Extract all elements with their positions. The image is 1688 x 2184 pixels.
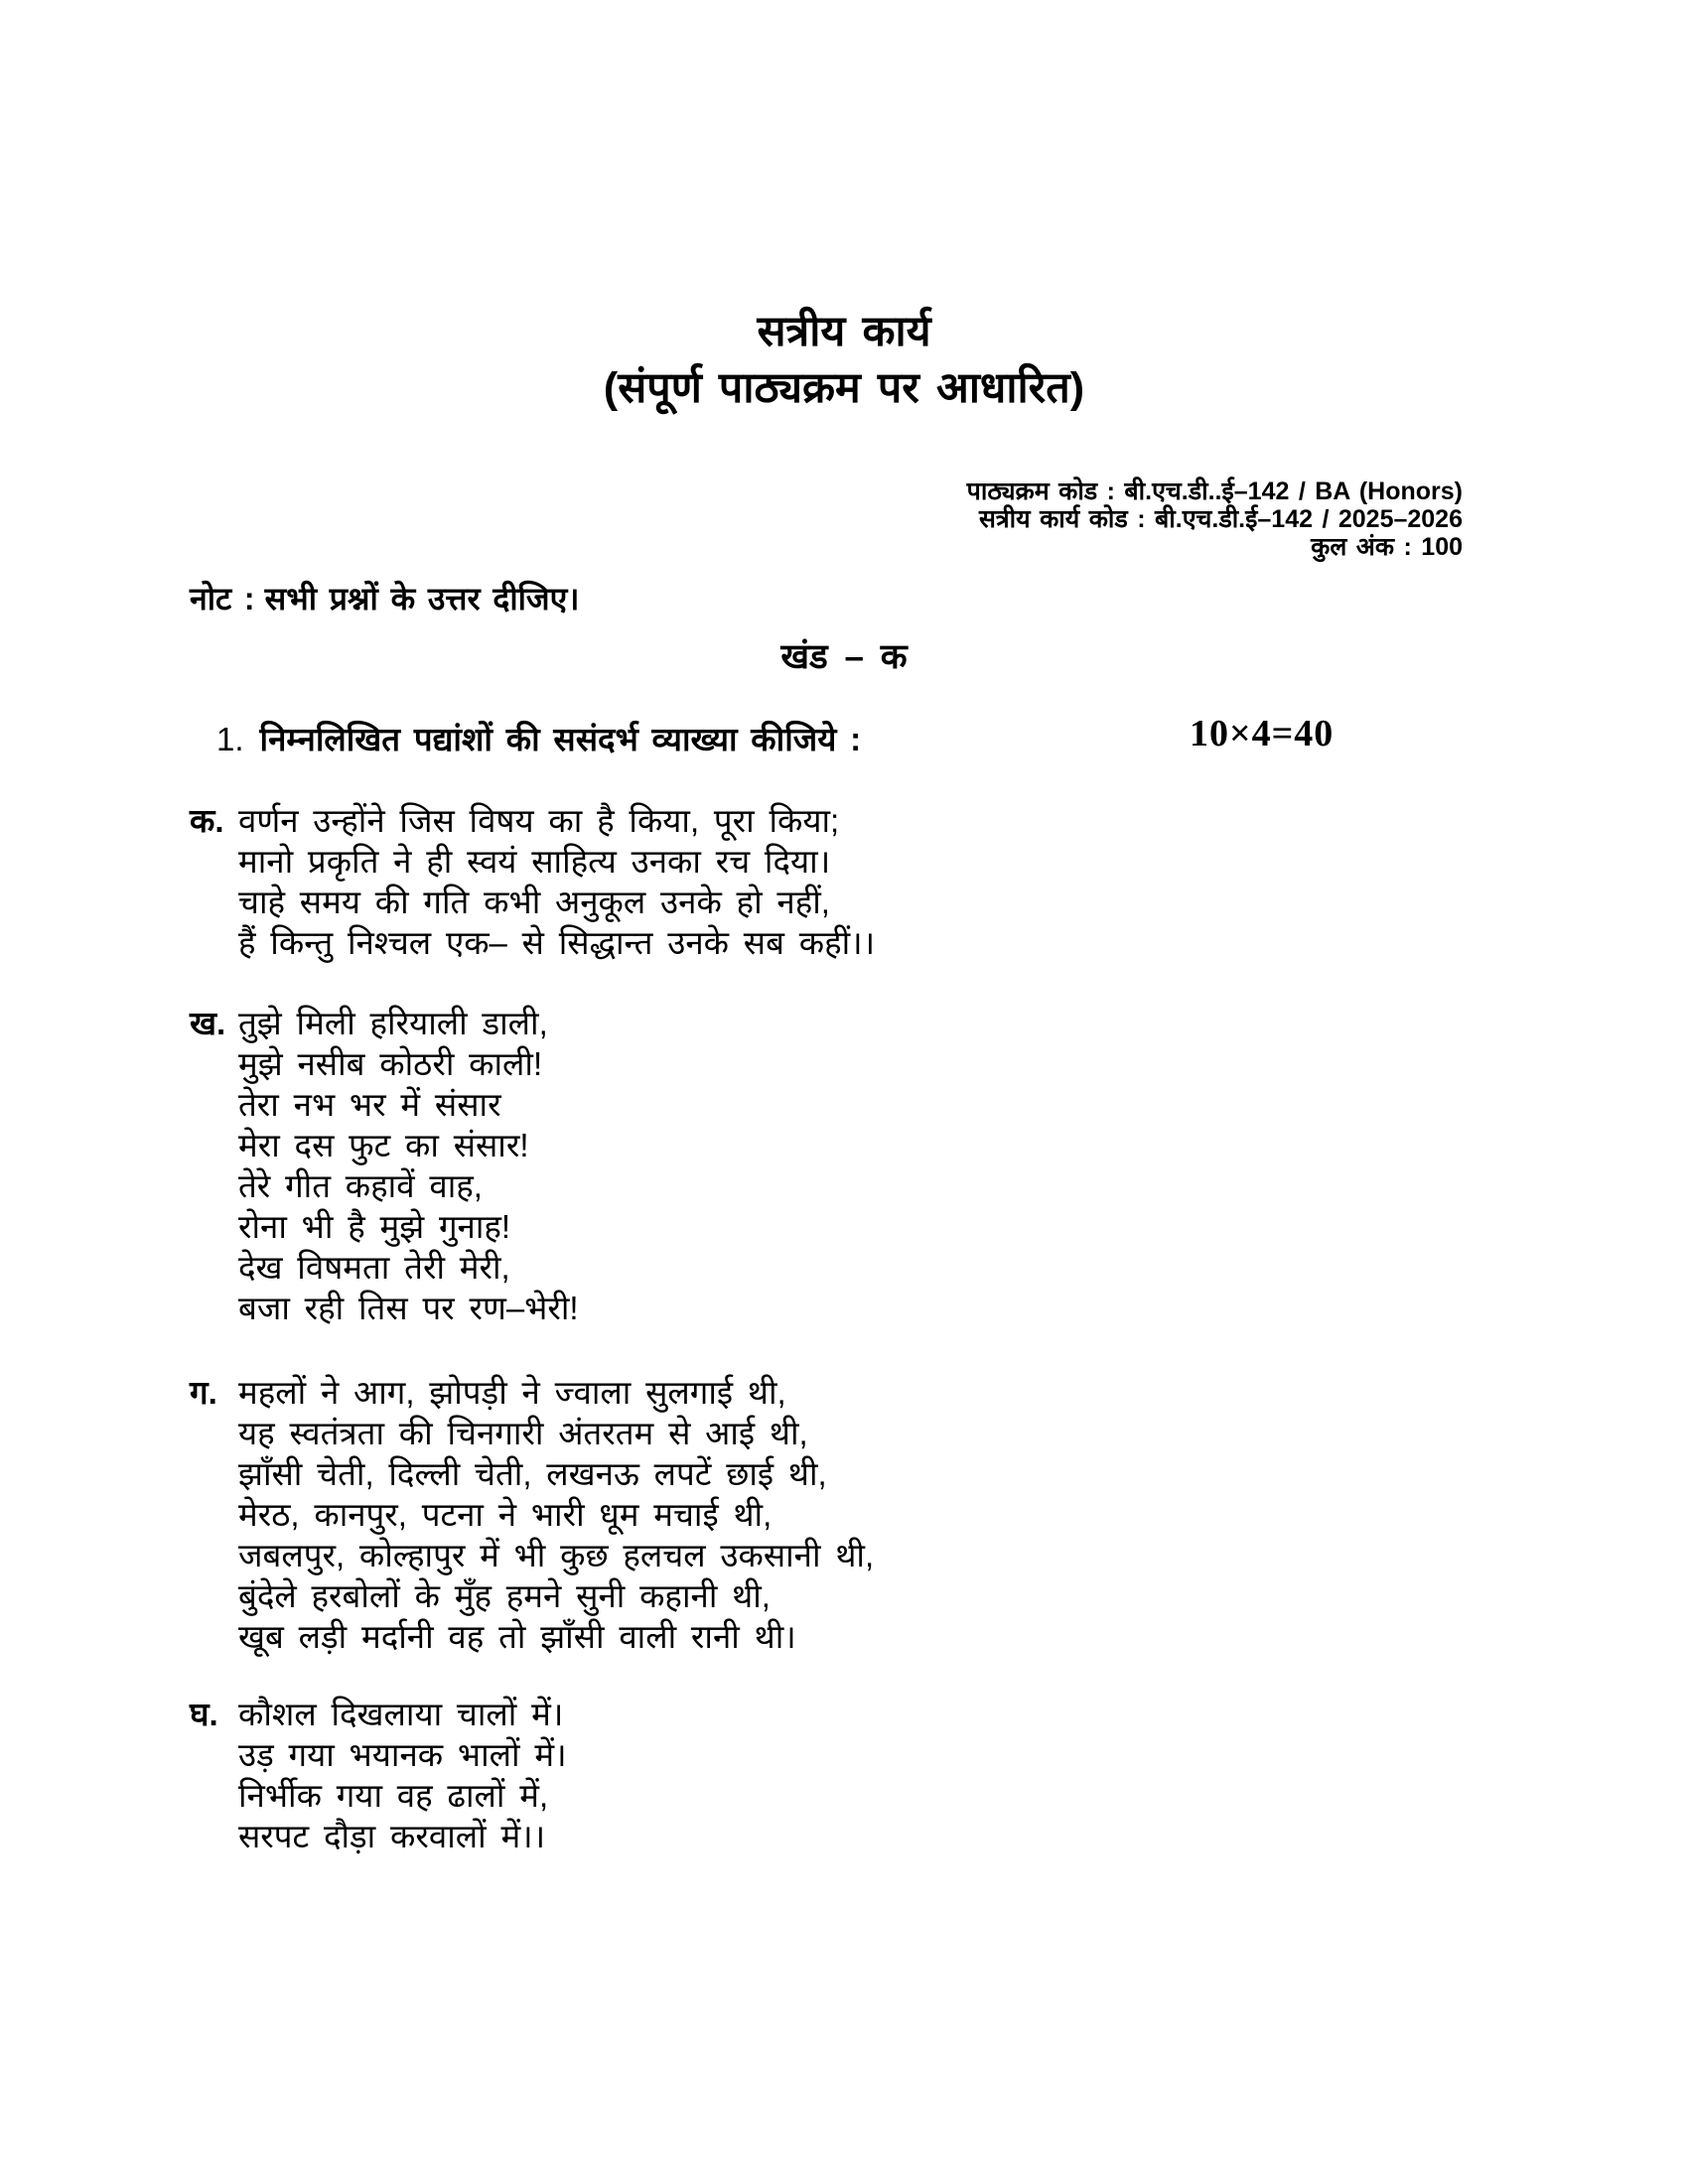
question-marks: 10×4=40: [1190, 713, 1335, 754]
verse-line: निर्भीक गया वह ढालों में,: [238, 1777, 549, 1814]
verse-line: मेरा दस फुट का संसार!: [238, 1127, 529, 1163]
verse-line: चाहे समय की गति कभी अनुकूल उनके हो नहीं,: [238, 884, 830, 920]
section-heading: खंड – क: [780, 637, 908, 676]
verse-line: उड़ गया भयानक भालों में।: [238, 1736, 567, 1773]
part-label: ग.: [190, 1374, 217, 1411]
verse-line: महलों ने आग, झोपड़ी ने ज्वाला सुलगाई थी,: [238, 1374, 786, 1411]
part-label: ख.: [190, 1005, 226, 1041]
verse-part-ga: [190, 1372, 874, 1657]
verse-part-gha: [190, 1694, 567, 1856]
verse-line: वर्णन उन्होंने जिस विषय का है किया, पूरा किया;: [238, 802, 840, 839]
note-text: सभी प्रश्नों के उत्तर दीजिए।: [264, 581, 580, 616]
paper-title: सत्रीय कार्य: [757, 308, 931, 355]
paper-header: [0, 304, 1688, 417]
verse-lines: [238, 1003, 579, 1328]
question-number: 1.: [216, 721, 244, 757]
verse-line: झाँसी चेती, दिल्ली चेती, लखनऊ लपटें छाई थी,: [238, 1455, 827, 1492]
verse-line: मेरठ, कानपुर, पटना ने भारी धूम मचाई थी,: [238, 1496, 773, 1533]
verse-line: तेरा नभ भर में संसार: [238, 1086, 501, 1123]
verse-line: रोना भी है मुझे गुनाह!: [238, 1208, 511, 1245]
verse-line: खूब लड़ी मर्दानी वह तो झाँसी वाली रानी थी।: [238, 1618, 796, 1655]
verse-line: देख विषमता तेरी मेरी,: [238, 1249, 510, 1286]
verse-line: तेरे गीत कहावें वाह,: [238, 1167, 483, 1204]
verse-lines: [238, 1372, 874, 1657]
part-label: क.: [190, 802, 224, 839]
question-text: निम्नलिखित पद्यांशों की ससंदर्भ व्याख्या कीजिये :: [259, 721, 862, 757]
verse-line: मानो प्रकृति ने ही स्वयं साहित्य उनका रच दिया।: [238, 843, 831, 880]
note: [190, 577, 580, 619]
verse-part-ka: [190, 800, 875, 963]
verse-line: कौशल दिखलाया चालों में।: [238, 1696, 564, 1732]
verse-lines: [238, 800, 875, 963]
verse-line: मुझे नसीब कोठरी काली!: [238, 1045, 543, 1082]
verse-line: यह स्वतंत्रता की चिनगारी अंतरतम से आई थी,: [238, 1415, 808, 1451]
assignment-code-line: सत्रीय कार्य कोड : बी.एच.डी.ई–142 / 2025–2026: [978, 505, 1463, 533]
verse-line: बुंदेले हरबोलों के मुँह हमने सुनी कहानी थी,: [238, 1577, 771, 1614]
verse-lines: [238, 1694, 567, 1856]
verse-line: तुझे मिली हरियाली डाली,: [238, 1005, 548, 1041]
paper-subtitle: (संपूर्ण पाठ्यक्रम पर आधारित): [603, 364, 1085, 412]
verse-line: बजा रही तिस पर रण–भेरी!: [238, 1290, 579, 1326]
total-marks-line: कुल अंक : 100: [1311, 533, 1463, 561]
verse-part-kha: [190, 1003, 579, 1328]
verse-line: जबलपुर, कोल्हापुर में भी कुछ हलचल उकसानी थी,: [238, 1537, 875, 1573]
course-code-line: पाठ्यक्रम कोड : बी.एच.डी..ई–142 / BA (Honors): [966, 478, 1463, 505]
verse-line: सरपट दौड़ा करवालों में।।: [238, 1818, 546, 1854]
course-meta: [967, 478, 1463, 561]
note-label: नोट :: [190, 581, 255, 616]
part-label: घ.: [190, 1696, 218, 1732]
verse-line: हैं किन्तु निश्चल एक– से सिद्धान्त उनके सब कहीं।।: [238, 924, 876, 961]
question-1: [216, 716, 861, 760]
